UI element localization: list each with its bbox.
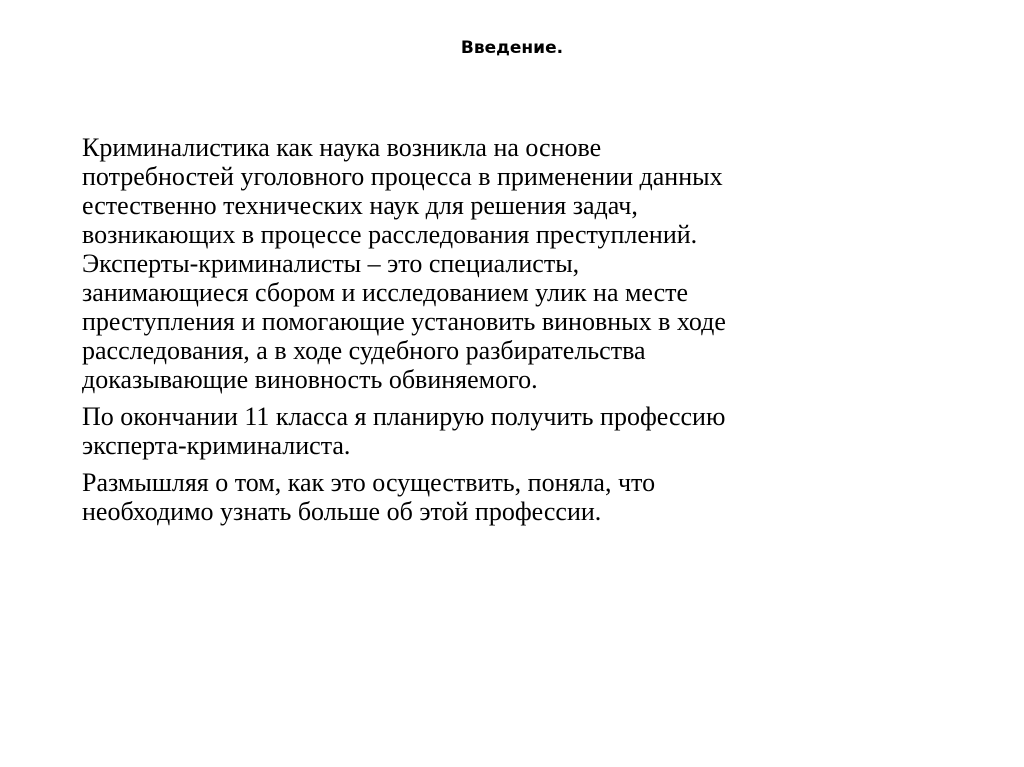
text-line: занимающиеся сбором и исследованием улик на месте	[82, 278, 689, 307]
text-line: Криминалистика как наука возникла на основе	[82, 133, 602, 162]
text-line: эксперта-криминалиста.	[82, 431, 351, 460]
paragraph-intro	[82, 133, 912, 394]
slide-title: Введение.	[460, 38, 564, 58]
text-line: доказывающие виновность обвиняемого.	[82, 365, 538, 394]
text-line: возникающих в процессе расследования преступлений.	[82, 220, 698, 249]
slide-body	[82, 133, 912, 534]
text-line: потребностей уголовного процесса в применении данных	[82, 162, 723, 191]
text-line: По окончании 11 класса я планирую получить профессию	[82, 402, 726, 431]
text-line: естественно технических наук для решения задач,	[82, 191, 638, 220]
paragraph-plan	[82, 402, 912, 460]
paragraph-conclusion	[82, 468, 912, 526]
text-line: Эксперты-криминалисты – это специалисты,	[82, 249, 580, 278]
text-line: расследования, а в ходе судебного разбирательства	[82, 336, 646, 365]
text-line: преступления и помогающие установить виновных в ходе	[82, 307, 726, 336]
text-line: Размышляя о том, как это осуществить, поняла, что	[82, 468, 656, 497]
text-line: необходимо узнать больше об этой профессии.	[82, 497, 602, 526]
